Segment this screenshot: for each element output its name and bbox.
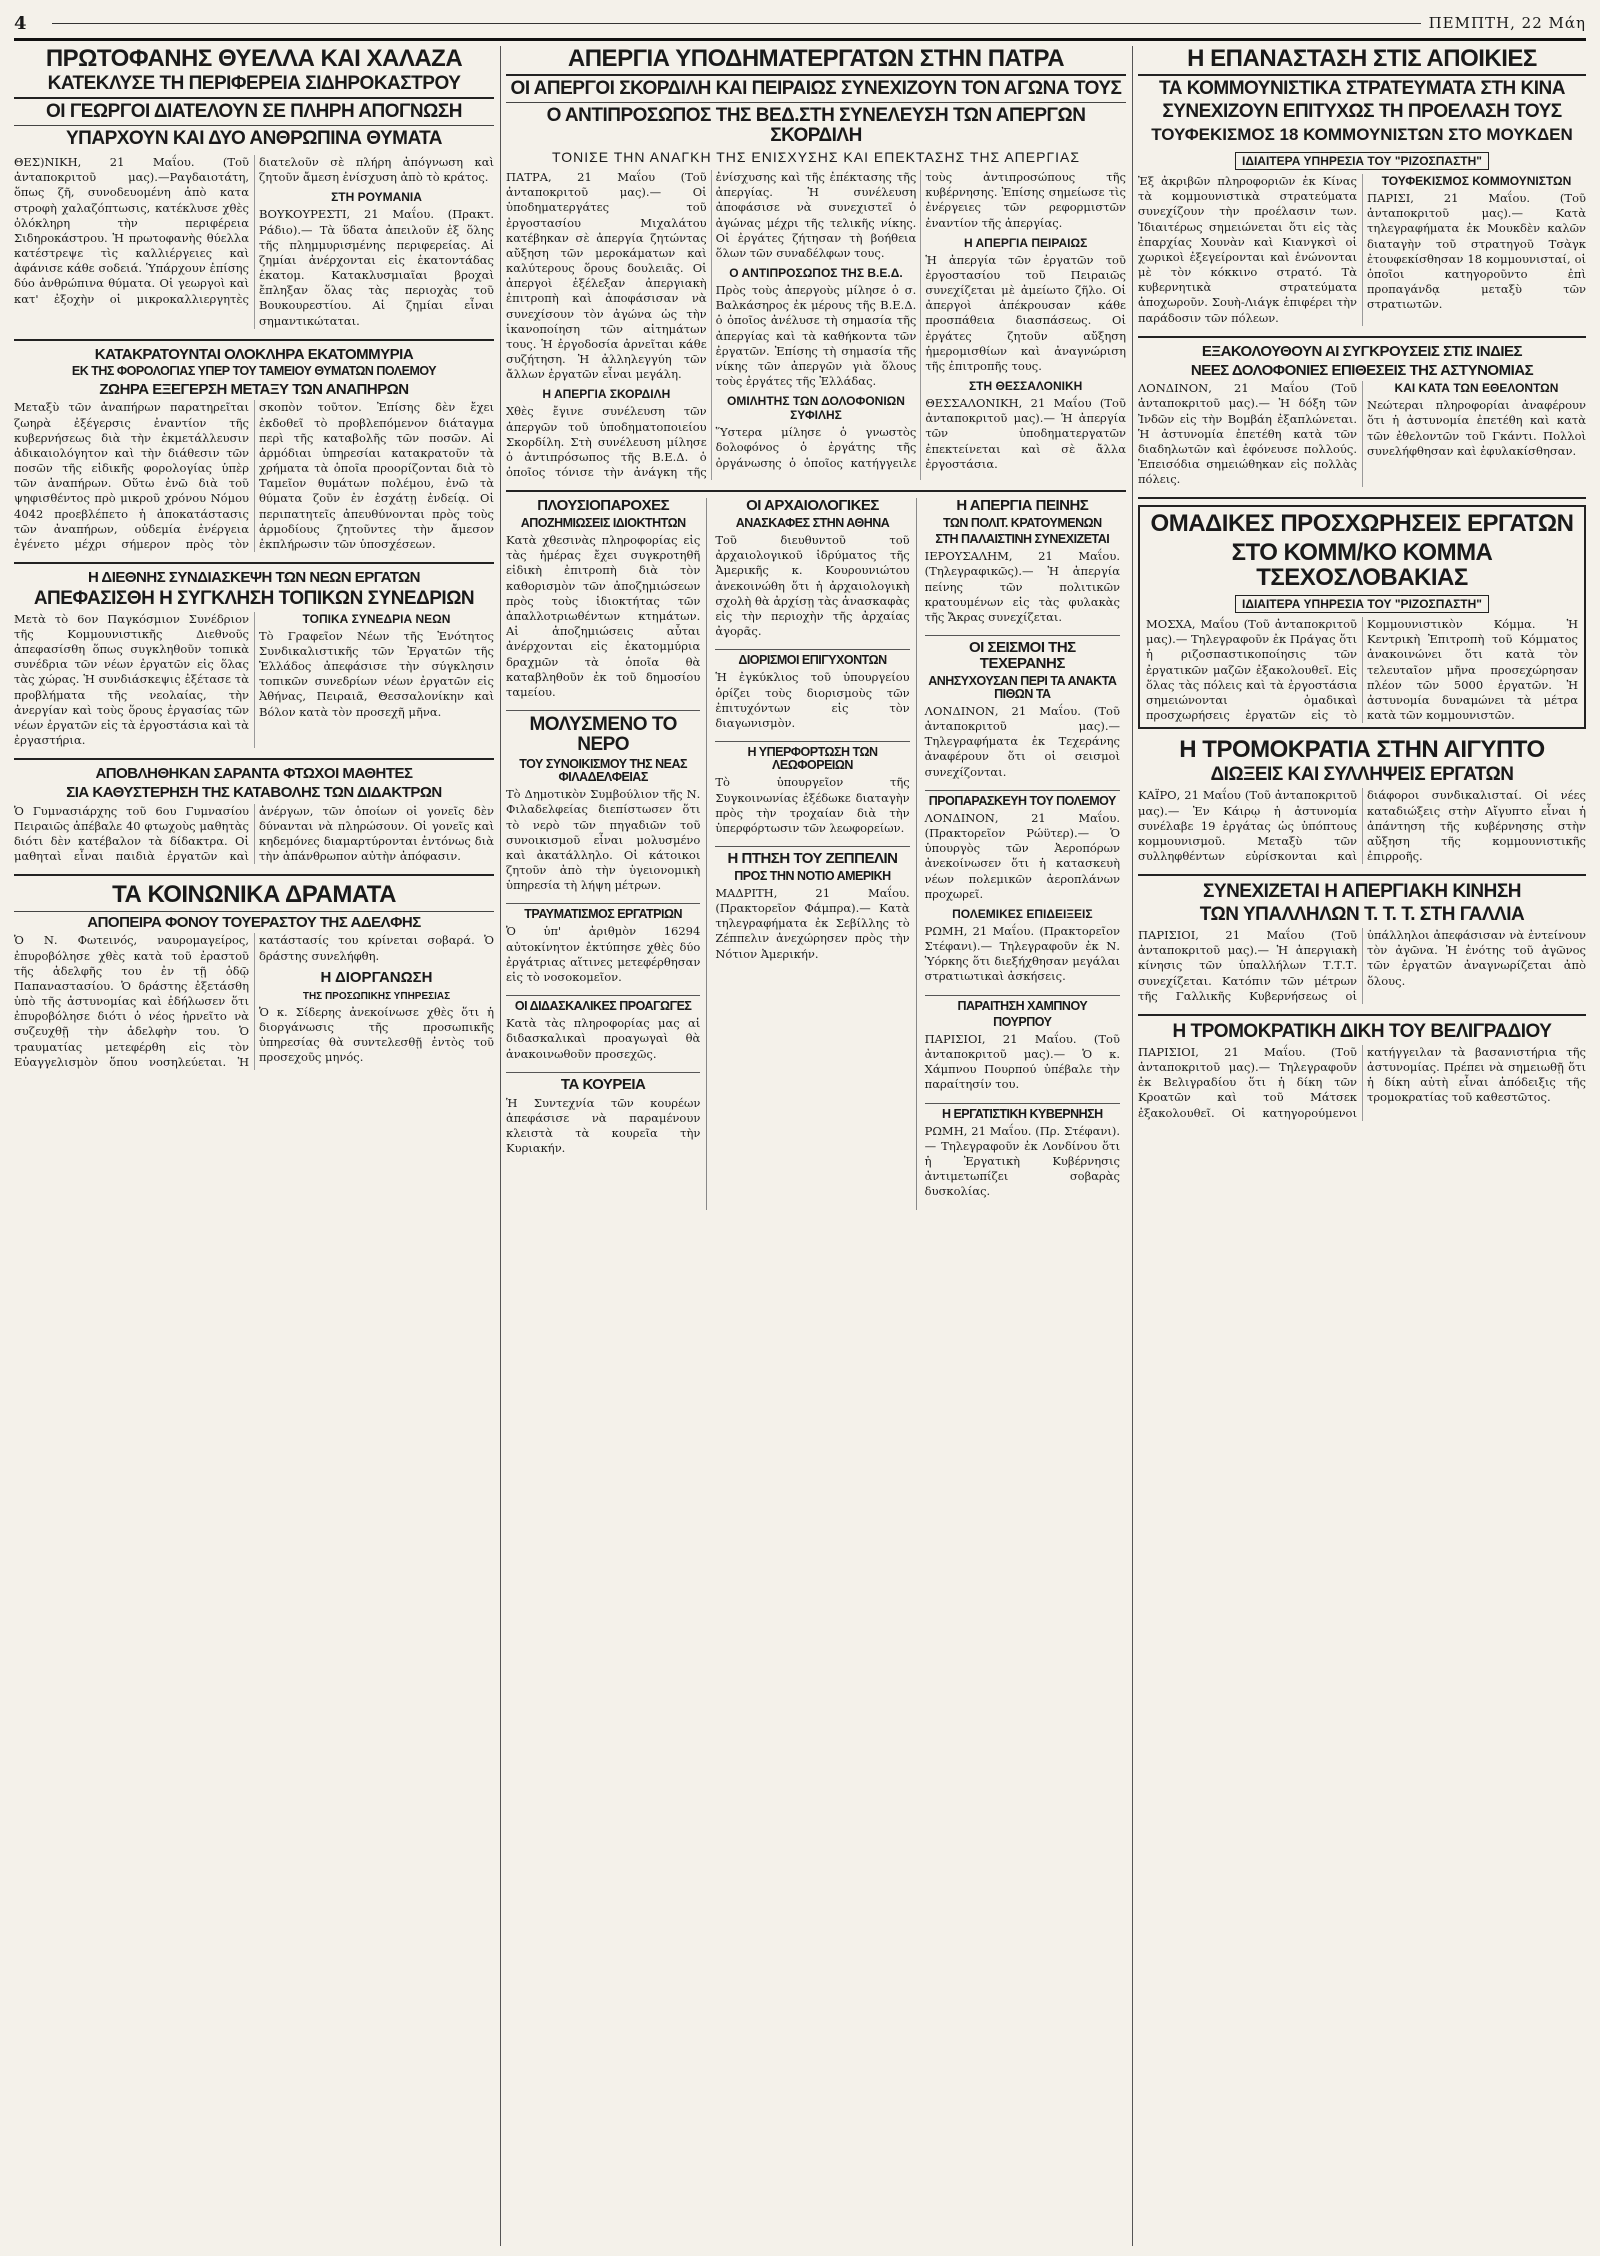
headline: ΔΙΩΞΕΙΣ ΚΑΙ ΣΥΛΛΗΨΕΙΣ ΕΡΓΑΤΩΝ (1210, 764, 1514, 786)
headline: ΑΠΟΠΕΙΡΑ ΦΟΝΟΥ ΤΟΥΕΡΑΣΤΟΥ ΤΗΣ ΑΔΕΛΦΗΣ (14, 911, 494, 931)
article-text: Ἡ Συντεχνία τῶν κουρέων ἀπεφάσισε νὰ παραμένουν κλειστὰ τὰ κουρεῖα τὴν Κυριακήν. (506, 1095, 701, 1156)
article-text: ΠΑΡΙΣΙΟΙ, 21 Μαΐου. (Τοῦ ἀνταποκριτοῦ μας).— Τηλεγραφοῦν ἐκ Βελιγραδίου ὅτι ἡ δίκη τῶν Κροατῶν καὶ τοῦ Μάτσεκ ἐξακολουθεῖ. Οἱ κατηγορούμενοι κατήγγειλαν τὰ βασανιστήρια τῆς ἀστυνομίας. Πρέπει νὰ σημειωθῇ ὅτι ἡ δίκη αὐτὴ εἶναι ἀπόδειξις τῆς τρομοκρατίας τοῦ καθεστῶτος. (1138, 1044, 1586, 1120)
masthead (14, 8, 1586, 41)
headline: ΤΟΥ ΣΥΝΟΙΚΙΣΜΟΥ ΤΗΣ ΝΕΑΣ ΦΙΛΑΔΕΛΦΕΙΑΣ (519, 756, 688, 785)
article-egypt (1138, 737, 1586, 864)
short-news-grid (506, 498, 1126, 1209)
headline: ΚΑΤΑΚΡΑΤΟΥΝΤΑΙ ΟΛΟΚΛΗΡΑ ΕΚΑΤΟΜΜΥΡΙΑ (94, 345, 414, 363)
headline: ΠΑΡΑΙΤΗΣΗ ΧΑΜΠΝΟΥ (957, 998, 1088, 1013)
headline: Η ΕΡΓΑΤΙΣΤΙΚΗ ΚΥΒΕΡΝΗΣΗ (941, 1106, 1103, 1121)
headline: ΚΑΤΕΚΛΥΣΕ ΤΗ ΠΕΡΙΦΕΡΕΙΑ ΣΙΔΗΡΟΚΑΣΤΡΟΥ (47, 73, 461, 95)
column-divider (1132, 46, 1133, 2246)
headline: ΑΠΟΖΗΜΙΩΣΕΙΣ ΙΔΙΟΚΤΗΤΩΝ (520, 516, 686, 531)
headline: ΤΑ ΚΟΜΜΟΥΝΙΣΤΙΚΑ ΣΤΡΑΤΕΥΜΑΤΑ ΣΤΗ ΚΙΝΑ (1138, 74, 1586, 99)
article-body (14, 804, 494, 865)
headline: ΟΙ ΑΡΧΑΙΟΛΟΓΙΚΕΣ (746, 497, 879, 515)
headline: ΕΚ ΤΗΣ ΦΟΡΟΛΟΓΙΑΣ ΥΠΕΡ ΤΟΥ ΤΑΜΕΙΟΥ ΘΥΜΑΤΩΝ ΠΟΛΕΜΟΥ (71, 364, 437, 379)
article-text: Πρὸς τοὺς ἀπεργοὺς μίλησε ὁ σ. Βαλκάσηρος ἐκ μέρους τῆς Β.Ε.Δ. ὁ ὁποῖος ἀνέλυσε τὴ σημασία τῆς ἀπεργίας καὶ τὰ καθήκοντα τῶν ἐργατῶν. Ἐπίσης τὴ σημασία τῆς νίκης τῶν ἀπεργῶν γιὰ ὅλους τοὺς ἐργάτες τῆς Ἑλλάδας. (715, 283, 917, 389)
column-right (1138, 46, 1586, 2246)
article-text: ΡΩΜΗ, 21 Μαΐου. (Πρ. Στέφανι).— Τηλεγραφοῦν ἐκ Λονδίνου ὅτι ἡ Ἐργατικὴ Κυβέρνησις ἀντιμετωπίζει σοβαρὰς δυσκολίας. (924, 1123, 1120, 1199)
article-text: Μετὰ τὸ 6ον Παγκόσμιον Συνέδριον τῆς Κομμουνιστικῆς Διεθνοῦς ἀπεφασίσθη ὅπως συγκληθοῦν τοπικὰ συνέδρια τῶν νέων ἐργατῶν εἰς ὅλας τὰς χώρας. Ἡ συνδιάσκεψις ἐξέτασε τὰ προβλήματα τῆς νεολαίας, τὴν ἀνεργίαν καὶ τοὺς ὅρους ἐργασίας τῶν νέων ἐργατῶν εἰς τὰ ἐργοστάσια καὶ τὰ ἐργαστήρια. (14, 611, 250, 748)
article-text: ΠΑΡΙΣΙΟΙ, 21 Μαΐου. (Τοῦ ἀνταποκριτοῦ μας).— Ὁ κ. Χάμπνου Πουρπού ὑπέβαλε τὴν παραίτησίν του. (924, 1031, 1120, 1092)
headline: Η ΤΡΟΜΟΚΡΑΤΙΚΗ ΔΙΚΗ ΤΟΥ ΒΕΛΙΓΡΑΔΙΟΥ (1172, 1020, 1552, 1042)
article-text: ΜΟΣΧΑ, Μαΐου (Τοῦ ἀνταποκριτοῦ μας).— Τηλεγραφοῦν ἐκ Πράγας ὅτι ἡ ριζοσπαστικοποίησις τῶν ἐργατικῶν μαζῶν ἐξακολουθεῖ. Εἰς ὅλας τὰς πόλεις καὶ τὰ ἐργοστάσια σημειώνονται ὁμαδικαὶ προσχωρήσεις ἐργατῶν εἰς τὸ Κομμουνιστικὸν Κόμμα. Ἡ Κεντρικὴ Ἐπιτροπὴ τοῦ Κόμματος ἀνακοινώνει ὅτι κατὰ τὸν τελευταῖον μῆνα προσεχώρησαν πλέον τῶν 5000 ἐργατῶν. Ἡ ἀστυνομία δυναμώνει τὰ μέτρα κατὰ τῶν κομμουνιστῶν. (1146, 617, 1578, 723)
article-body (14, 612, 494, 749)
subheading: ΣΤΗ ΡΟΥΜΑΝΙΑ (331, 190, 422, 205)
article-text: Τὸ ὑπουργεῖον τῆς Συγκοινωνίας ἐξέδωκε διαταγὴν πρὸς τὴν τροχαίαν διὰ τὴν ὑπερφόρτωσιν τῶν λεωφορείων. (715, 775, 910, 835)
article-injury (506, 908, 700, 985)
subheading: ΠΟΛΕΜΙΚΕΣ ΕΠΙΔΕΙΞΕΙΣ (952, 906, 1093, 921)
divider (715, 649, 909, 650)
headline: ΣΤΟ ΚΟΜΜ/ΚΟ ΚΟΜΜΑ ΤΣΕΧΟΣΛΟΒΑΚΙΑΣ (1231, 538, 1493, 591)
headline: ΟΙ ΓΕΩΡΓΟΙ ΔΙΑΤΕΛΟΥΝ ΣΕ ΠΛΗΡΗ ΑΠΟΓΝΩΣΗ (14, 97, 494, 122)
headline: Η ΠΤΗΣΗ ΤΟΥ ΖΕΠΠΕΛΙΝ (727, 850, 898, 868)
divider (506, 903, 700, 904)
divider (1138, 874, 1586, 876)
article-text: Νεώτεραι πληροφορίαι ἀναφέρουν ὅτι ἡ ἀστυνομία ἐπετέθη καὶ κατὰ τῶν ἐθελοντῶν τοῦ Γκάντι. Πολλοὶ συνελήφθησαν καὶ ἐφυλακίσθησαν. (1367, 398, 1586, 458)
headline: ΣΤΗ ΠΑΛΑΙΣΤΙΝΗ ΣΥΝΕΧΙΖΕΤΑΙ (935, 532, 1110, 547)
headline: ΔΙΟΡΙΣΜΟΙ ΕΠΙΓΥΧΟΝΤΩΝ (738, 653, 887, 668)
article-text: ΒΟΥΚΟΥΡΕΣΤΙ, 21 Μαΐου. (Πρακτ. Ράδιο).— Τὰ ὕδατα ἀπειλοῦν ἐξ ὅλης τῆς πλημμυρισμένης περιφερείας. Αἱ ζημίαι ἀνέρχονται εἰς ἑκατοντάδας ἑκατομ. Κατακλυσμιαῖαι βροχαὶ ἔπληξαν ὅλας τὰς περιοχὰς τοῦ Βουκουρεστίου. Αἱ ζημίαι εἶναι σημαντικώταται. (259, 207, 494, 328)
divider (14, 758, 494, 760)
article-text: Τὸ Δημοτικὸν Συμβούλιον τῆς Ν. Φιλαδελφείας διεπίστωσεν ὅτι τὸ νερὸ τῶν πηγαδιῶν τοῦ συνοικισμοῦ εἶναι μολυσμένο καὶ ἀκατάλληλο. Οἱ κάτοικοι ζητοῦν ἀπὸ τὴν ὑγειονομικὴ ὑπηρεσία τὴ λήψη μέτρων. (506, 787, 701, 893)
article-barbers (506, 1077, 700, 1156)
headline: ΠΡΟΠΑΡΑΣΚΕΥΗ ΤΟΥ ΠΟΛΕΜΟΥ (928, 793, 1116, 808)
article-body (1146, 617, 1578, 723)
article-body (1138, 1045, 1586, 1121)
article-text: ΘΕΣ)ΝΙΚΗ, 21 Μαΐου. (Τοῦ ἀνταποκριτοῦ μας).—Ραγδαιοτάτη, ὅπως ζῆ, συνοδευομένη ἀπὸ κατα στροφὴ χαλαζόπτωσις, κατέκλυσε χθὲς ὁλόκληρη τὴν περιφέρεια Σιδηροκάστρου. Ἡ πρωτοφανὴς θύελλα κατέστρεψε τὶς καλλιέργειες καὶ ἀφάνισε κάθε σοδειά. Ὑπάρχουν ἐπίσης δύο ἀνθρώπινα θύματα. Οἱ γεωργοὶ καὶ κατ' ἐξοχὴν οἱ μικροκαλλιεργητὲς διατελοῦν σὲ πλήρη ἀπόγνωση καὶ ζητοῦν ἄμεση ἐνίσχυση ἀπὸ τὸ κράτος. (14, 155, 494, 306)
subheading: Ο ΑΝΤΙΠΡΟΣΩΠΟΣ ΤΗΣ Β.Ε.Δ. (729, 266, 903, 281)
divider (715, 846, 909, 847)
service-tag: ΙΔΙΑΙΤΕΡΑ ΥΠΗΡΕΣΙΑ ΤΟΥ "ΡΙΖΟΣΠΑΣΤΗ" (1235, 152, 1489, 170)
headline: Η ΥΠΕΡΦΟΡΤΩΣΗ ΤΩΝ ΛΕΩΦΟΡΕΙΩΝ (747, 745, 878, 773)
article-resignation (925, 1000, 1120, 1093)
divider (1138, 1014, 1586, 1016)
divider (925, 635, 1120, 636)
article-text: ΛΟΝΔΙΝΟΝ, 21 Μαΐου (Τοῦ ἀνταποκριτοῦ μας).— Ἡ δόξη τῶν Ἰνδῶν εἰς τὴν Βομβάη ἐξαπλώνεται. Ἡ ἀστυνομία ἐπετέθη κατὰ τῶν διαδηλωτῶν καὶ ἐφόνευσε πολλούς. Ἐπεισόδια σημειώθηκαν εἰς πολλὰς πόλεις. (1138, 381, 1357, 487)
article-text: ΠΑΤΡΑ, 21 Μαΐου (Τοῦ ἀνταποκριτοῦ μας).— Οἱ ὑποδηματεργάτες τοῦ ἐργοστασίου Μιχαλάτου κατέβηκαν σὲ ἀπεργία ζητώντας αὔξηση τῶν μεροκάματων καὶ καλύτερους ὅρους δουλειᾶς. Οἱ ἀπεργοὶ ἐξέλεξαν ἀπεργιακὴ ἐπιτροπὴ καὶ ἀποφάσισαν νὰ συνεχίσουν τὸν ἀγώνα ὡς τὴν ἱκανοποίηση τῶν αἰτημάτων τους. Ἡ ἐργοδοσία ἀρνεῖται κάθε συζήτηση. Ἡ ἀλληλεγγύη τῶν ἄλλων ἐργατῶν εἶναι μεγάλη. (506, 170, 707, 382)
headline: Η ΤΡΟΜΟΚΡΑΤΙΑ ΣΤΗΝ ΑΙΓΥΠΤΟ (1179, 736, 1545, 764)
subheading: ΤΟΠΙΚΑ ΣΥΝΕΔΡΙΑ ΝΕΩΝ (302, 611, 451, 626)
headline: ΑΠΕΦΑΣΙΣΘΗ Η ΣΥΓΚΛΗΣΗ ΤΟΠΙΚΩΝ ΣΥΝΕΔΡΙΩΝ (33, 587, 475, 609)
article-appointments (715, 654, 909, 731)
article-text: ΙΕΡΟΥΣΑΛΗΜ, 21 Μαΐου. (Τηλεγραφικῶς).— Ἡ ἀπεργία πείνης τῶν πολιτικῶν κρατουμένων εἰς τὰς φυλακὰς τῆς Ἄκρας συνεχίζεται. (924, 549, 1120, 624)
article-social-dramas (14, 882, 494, 1069)
headline: ΑΠΕΡΓΙΑ ΥΠΟΔΗΜΑΤΕΡΓΑΤΩΝ ΣΤΗΝ ΠΑΤΡΑ (567, 46, 1065, 72)
headline: ΣΥΝΕΧΙΖΟΥΝ ΕΠΙΤΥΧΩΣ ΤΗ ΠΡΟΕΛΑΣΗ ΤΟΥΣ (1162, 101, 1562, 123)
headline: ΣΙΑ ΚΑΘΥΣΤΕΡΗΣΗ ΤΗΣ ΚΑΤΑΒΟΛΗΣ ΤΩΝ ΔΙΔΑΚΤΡΩΝ (66, 784, 442, 802)
divider (14, 562, 494, 564)
article-text: Ἐξ ἀκριβῶν πληροφοριῶν ἐκ Κίνας τὰ κομμουνιστικὰ στρατεύματα συνεχίζουν τὴν προέλασιν των. Ἰδιαιτέρως σημειώνεται ὅτι εἰς τὰς ἐπαρχίας Χουνὰν καὶ Κιανγκσὶ οἱ χωρικοὶ ἐξεγείρονται καὶ ἑνώνονται μὲ τὸν κόκκινο στρατό. Τὰ κυβερνητικὰ στρατεύματα ἀποχωροῦν. Σουὴ-Λιάγκ ἐπιφέρει τὴν παράδοσιν τῶν πόλεων. (1138, 174, 1357, 325)
headline: ΟΙ ΑΠΕΡΓΟΙ ΣΚΟΡΔΙΛΗ ΚΑΙ ΠΕΙΡΑΙΩΣ ΣΥΝΕΧΙΖΟΥΝ ΤΟΝ ΑΓΩΝΑ ΤΟΥΣ (506, 74, 1126, 99)
article-earthquakes (925, 640, 1120, 780)
article-text: Ὁ ὑπ' ἀριθμὸν 16294 αὐτοκίνητον ἐκτύπησε χθὲς δύο ἐργάτριας αἵτινες μετεφέρθησαν εἰς τὸ νοσοκομεῖον. (506, 924, 701, 984)
headline: ΥΠΑΡΧΟΥΝ ΚΑΙ ΔΥΟ ΑΝΘΡΩΠΙΝΑ ΘΥΜΑΤΑ (14, 125, 494, 149)
article-text: Κατὰ χθεσινὰς πληροφορίας εἰς τὰς ἡμέρας ἔχει συγκροτηθῆ εἰδικὴ ἐπιτροπὴ διὰ τὸν καθορισμὸν τῶν ἀποζημιώσεων πρὸς τοὺς ἰδιοκτήτας τῶν ἀπαλλοτριωθέντων κτημάτων. Αἱ ἀποζημιώσεις αὗται ἀνέρχονται εἰς ἑκατομμύρια δραχμῶν τὰ ὁποῖα θὰ καταβληθοῦν ἐκ τοῦ δημοσίου ταμείου. (506, 533, 701, 699)
article-text: ΜΑΔΡΙΤΗ, 21 Μαΐου. (Πρακτορεῖον Φάμπρα).— Κατὰ τηλεγραφήματα ἐκ Σεβίλλης τὸ Ζέππελιν ἀνεχώρησεν πρὸς τὴν Νότιον Ἀμερικήν. (715, 885, 910, 961)
headline: ΟΜΑΔΙΚΕΣ ΠΡΟΣΧΩΡΗΣΕΙΣ ΕΡΓΑΤΩΝ (1150, 510, 1574, 538)
headline: ΤΩΝ ΥΠΑΛΛΗΛΩΝ Τ. Τ. Τ. ΣΤΗ ΓΑΛΛΙΑ (1199, 904, 1525, 926)
article-war-victims (14, 347, 494, 552)
subheading: Η ΔΙΟΡΓΑΝΩΣΗ (320, 968, 433, 986)
headline: ΤΡΑΥΜΑΤΙΣΜΟΣ ΕΡΓΑΤΡΙΩΝ (524, 907, 683, 922)
divider (14, 339, 494, 341)
article-patras-strike (506, 46, 1126, 480)
headline: ΟΙ ΔΙΔΑΣΚΑΛΙΚΕΣ ΠΡΟΑΓΩΓΕΣ (514, 999, 692, 1014)
article-compensations (506, 498, 700, 700)
article-text: Κατὰ τὰς πληροφορίας μας αἱ διδασκαλικαὶ προαγωγαὶ θὰ ἀνακοινωθοῦν προσεχῶς. (506, 1016, 701, 1061)
page-number: 4 (14, 12, 27, 34)
article-body (14, 933, 494, 1070)
divider (506, 710, 700, 711)
article-body (14, 400, 494, 552)
subheading: ΣΤΗ ΘΕΣΣΑΛΟΝΙΚΗ (968, 379, 1083, 394)
subheading: ΚΑΙ ΚΑΤΑ ΤΩΝ ΕΘΕΛΟΝΤΩΝ (1394, 381, 1559, 396)
article-text: Ὁ Ν. Φωτεινός, ναυρομαγείρος, ἐπυροβόλησε χθὲς κατὰ τοῦ ἐραστοῦ τῆς ἀδελφῆς του ἐν τῇ ὁδῷ Παπαναστασίου. Ὁ δράστης ἐξετάσθη ὑπὸ τῆς ἀστυνομίας καὶ ἐδήλωσεν ὅτι ἐπυροβόλησε διότι ὁ νέος ἠρνεῖτο νὰ συζευχθῇ τὴν ἀδελφὴν του. Ὁ τραυματίας μετεφέρθη εἰς τὸν Εὐαγγελισμὸν ὅπου νοσηλεύεται. Ἡ κατάστασίς του κρίνεται σοβαρά. Ὁ δράστης συνελήφθη. (14, 933, 494, 1069)
headline: ΝΕΕΣ ΔΟΛΟΦΟΝΙΕΣ ΕΠΙΘΕΣΕΙΣ ΤΗΣ ΑΣΤΥΝΟΜΙΑΣ (1190, 361, 1534, 379)
columns (14, 46, 1586, 2246)
article-body (1138, 174, 1586, 326)
article-text: Μεταξὺ τῶν ἀναπήρων παρατηρεῖται ζωηρὰ ἐξέγερσις ἐναντίον τῆς κυβερνήσεως διὰ τὴν ἐκμετάλλευσιν ἀδικαιολόγητον καὶ τὴν διάθεσιν τῶν ποσῶν τῆς εἰδικῆς φορολογίας ὑπὲρ τῶν ἀναπήρων. Οὕτω ἐνῶ διὰ τοῦ ψηφισθέντος πρὸ μικροῦ χρόνου Νόμου 4042 προεβλέπετο ἡ ἀποκατάστασις τῶν ἀναπήρων, οὐδεμία ἐνέργεια ἐγένετο μέχρι σήμερον πρὸς τὸν σκοπὸν τοῦτον. Ἐπίσης δὲν ἔχει ἐκδοθεῖ τὸ προβλεπόμενον διάταγμα περὶ τῆς καταβολῆς τῶν ποσῶν. Αἱ ἀρμόδιαι ὑπηρεσίαι κατακρατοῦν τὰ χρήματα τὰ ὁποῖα προορίζονται διὰ τὸ Ταμεῖον θυμάτων πολέμου, ἐνῶ τὰ θύματα ζοῦν ἐν ἐσχάτῃ ἐνδείᾳ. Οἱ περιπατητεῖς ἀπευθύνονται πρὸς τοὺς ἁρμοδίους ζητοῦντες τὴν ἄμεσον ἐκπλήρωσιν τῶν ὑποσχέσεων. (14, 400, 494, 551)
subheading: Η ΑΠΕΡΓΙΑ ΣΚΟΡΔΙΛΗ (542, 387, 671, 402)
article-india (1138, 344, 1586, 488)
headline: ΟΙ ΣΕΙΣΜΟΙ ΤΗΣ ΤΕΧΕΡΑΝΗΣ (968, 639, 1076, 672)
article-body (1138, 381, 1586, 487)
headline: ΜΟΛΥΣΜΕΝΟ ΤΟ ΝΕΡΟ (529, 714, 677, 755)
divider (506, 1072, 700, 1073)
headline: ΑΝΑΣΚΑΦΕΣ ΣΤΗΝ ΑΘΗΝΑ (735, 516, 890, 531)
article-text: ΛΟΝΔΙΝΟΝ, 21 Μαΐου. (Πρακτορεῖον Ρώϋτερ).— Ὁ ὑπουργὸς τῶν Ἀεροπόρων ἀνεκοίνωσεν ὅτι ἡ κατασκευὴ νέων πολεμικῶν ἀεροπλάνων προχωρεῖ. (924, 810, 1120, 901)
headline: ΖΩΗΡΑ ΕΞΕΓΕΡΣΗ ΜΕΤΑΞΥ ΤΩΝ ΑΝΑΠΗΡΩΝ (99, 380, 409, 398)
article-text: Ἡ ἀπεργία τῶν ἐργατῶν τοῦ ἐργοστασίου τοῦ Πειραιῶς συνεχίζεται μὲ ἀμείωτο ζῆλο. Οἱ ἀπεργοὶ ἀπέκρουσαν κάθε προσπάθεια διασπάσεως. Οἱ ἐργάτες ζητοῦν αὔξηση ἡμερομισθίων καὶ ἀναγνώριση τῆς ἐπιτροπῆς τους. (925, 252, 1126, 373)
article-young-workers (14, 570, 494, 748)
column-divider (500, 46, 501, 2246)
subheading: ΤΟΥΦΕΚΙΣΜΟΣ ΚΟΜΜΟΥΝΙΣΤΩΝ (1381, 174, 1572, 189)
article-teachers (506, 1000, 700, 1062)
subheadline: ΤΟΝΙΣΕ ΤΗΝ ΑΝΑΓΚΗ ΤΗΣ ΕΝΙΣΧΥΣΗΣ ΚΑΙ ΕΠΕΚΤΑΣΗΣ ΤΗΣ ΑΠΕΡΓΙΑΣ (551, 149, 1081, 165)
headline: ΠΟΥΡΠΟΥ (993, 1014, 1052, 1029)
article-text: Τοῦ διευθυντοῦ τοῦ ἀρχαιολογικοῦ ἱδρύματος τῆς Ἀμερικῆς κ. Κουρουνιώτου ἀνεκοινώθη ὅτι ἡ ἀρχαιολογικὴ σχολὴ θὰ ἀρχίσῃ τὰς ἀνασκαφὰς εἰς τὴν περιοχὴν τῆς ἀρχαίας ἀγορᾶς. (715, 533, 910, 639)
divider (1138, 497, 1586, 499)
article-body (1138, 928, 1586, 1004)
article-hailstorm (14, 46, 494, 329)
article-text: Ἡ ἐγκύκλιος τοῦ ὑπουργείου ὁρίζει τοὺς διορισμοὺς τῶν ἐπιτυχόντων εἰς τὸν διαγωνισμὸν. (715, 670, 910, 730)
article-archaeology (715, 498, 909, 639)
divider (14, 874, 494, 876)
divider (925, 1103, 1120, 1104)
headline: ΤΑ ΚΟΥΡΕΙΑ (560, 1075, 646, 1093)
article-buses (715, 746, 909, 836)
divider (715, 741, 909, 742)
headline: ΑΝΗΣΥΧΟΥΣΑΝ ΠΕΡΙ ΤΑ ΑΝΑΚΤΑ ΠΙΘΩΝ ΤΑ (928, 673, 1117, 701)
article-zeppelin (715, 851, 909, 962)
divider (1138, 336, 1586, 338)
headline: Η ΑΠΕΡΓΙΑ ΠΕΙΝΗΣ (956, 497, 1089, 515)
article-text: ΠΑΡΙΣΙ, 21 Μαΐου. (Τοῦ ἀνταποκριτοῦ μας).— Κατὰ τηλεγραφήματα ἐκ Μουκδὲν καλῶν διαταγὴν τοῦ στρατηγοῦ Τσὰγκ ἐτουφεκίσθησαν 18 κομμουνισταί, οἱ ὁποῖοι κατηγοροῦντο ἐπὶ προπαγάνδᾳ μεταξὺ τῶν στρατιωτῶν. (1367, 191, 1586, 312)
article-water (506, 715, 700, 893)
article-body (1138, 788, 1586, 864)
article-text: ΛΟΝΔΙΝΟΝ, 21 Μαΐου. (Τοῦ ἀνταποκριτοῦ μας).— Τηλεγραφήματα ἐκ Τεχεράνης ἀναφέρουν ὅτι οἱ σεισμοὶ συνεχίζονται. (924, 703, 1120, 779)
headline: ΑΠΟΒΛΗΘΗΚΑΝ ΣΑΡΑΝΤΑ ΦΤΩΧΟΙ ΜΑΘΗΤΕΣ (95, 765, 413, 783)
masthead-rule (52, 23, 1421, 24)
article-china (1138, 46, 1586, 326)
headline: ΣΥΝΕΧΙΖΕΤΑΙ Η ΑΠΕΡΓΙΑΚΗ ΚΙΝΗΣΗ (1203, 881, 1521, 903)
divider (925, 995, 1120, 996)
divider (506, 995, 700, 996)
article-text: ΠΑΡΙΣΙΟΙ, 21 Μαΐου (Τοῦ ἀνταποκριτοῦ μας).— Ἡ ἀπεργιακὴ κίνησις τῶν ὑπαλλήλων Τ.Τ.Τ. συνεχίζεται. Κατόπιν τῶν μέτρων τῆς Γαλλικῆς Κυβερνήσεως οἱ ὑπάλληλοι ἀπεφάσισαν νὰ ἐντείνουν τὸν ἀγῶνα. Ἡ ἐνότης τοῦ ἀγῶνος τῶν ἐργατῶν ἀναγνωρίζεται ἀπὸ ὅλους. (1138, 928, 1586, 1003)
column-center (506, 46, 1126, 2246)
divider (506, 490, 1126, 492)
article-text: Ὕστερα μίλησε ὁ γνωστὸς δολοφόνος ὁ ἐργάτης τῆς ὀργάνωσης ὁ ὁποῖος κατήγγειλε τοὺς ἀντιπροσώπους τῆς κυβέρνησης. Ἐπίσης σημείωσε τὶς ἐνέργειες τῶν ρεφορμιστῶν ἐναντίον τῆς ἀπεργίας. (715, 170, 1126, 470)
article-text: ΡΩΜΗ, 21 Μαΐου. (Πρακτορεῖον Στέφανι).— Τηλεγραφοῦν ἐκ Ν. Ὑόρκης ὅτι διεξήχθησαν μεγάλαι στρατιωτικαὶ ἀσκήσεις. (924, 923, 1120, 984)
article-text: Ὁ κ. Σίδερης ἀνεκοίνωσε χθὲς ὅτι ἡ διοργάνωσις τῆς προσωπικῆς ὑπηρεσίας θὰ συντελεσθῇ ἐντὸς τοῦ προσεχοῦς μηνός. (259, 1004, 494, 1065)
short-news-column (925, 498, 1126, 1209)
headline: Η ΔΙΕΘΝΗΣ ΣΥΝΔΙΑΣΚΕΨΗ ΤΩΝ ΝΕΩΝ ΕΡΓΑΤΩΝ (87, 569, 420, 587)
issue-date: ΠΕΜΠΤΗ, 22 Μάη (1428, 14, 1586, 32)
subheading: Η ΑΠΕΡΓΙΑ ΠΕΙΡΑΙΩΣ (963, 235, 1088, 250)
article-text: Τὸ Γραφεῖον Νέων τῆς Ἑνότητος Συνδικαλιστικῆς τῶν Ἐργατῶν τῆς Ἑλλάδος ἀπεφάσισε τὴν σύγκλησιν τοπικῶν συνεδρίων νέων ἐργατῶν εἰς Ἀθήνας, Πειραιᾶ, Θεσσαλονίκην καὶ Βόλον κατὰ τὸν προσεχῆ μῆνα. (259, 628, 494, 719)
divider (925, 790, 1120, 791)
headline: ΠΡΩΤΟΦΑΝΗΣ ΘΥΕΛΛΑ ΚΑΙ ΧΑΛΑΖΑ (45, 46, 463, 72)
article-text: Ὁ Γυμνασιάρχης τοῦ 6ου Γυμνασίου Πειραιῶς ἀπέβαλε 40 φτωχοὺς μαθητὰς διότι δὲν κατέβαλον τὰ δίδακτρα. Οἱ μαθηταὶ εἶναι παιδιὰ ἐργατῶν καὶ ἀνέργων, τῶν ὁποίων οἱ γονεῖς δὲν δύνανται νὰ πληρώσουν. Οἱ γονεῖς καὶ κηδεμόνες διαμαρτύρονται ἐντόνως διὰ τὴν ἀπάνθρωπον αὐτὴν ἀπόφασιν. (14, 803, 494, 864)
subheading: ΟΜΙΛΗΤΗΣ ΤΩΝ ΔΟΛΟΦΟΝΙΩΝ ΣΥΦΙΛΗΣ (727, 394, 905, 423)
headline: Η ΕΠΑΝΑΣΤΑΣΗ ΣΤΙΣ ΑΠΟΙΚΙΕΣ (1187, 46, 1537, 72)
subheading: ΤΗΣ ΠΡΟΣΩΠΙΚΗΣ ΥΠΗΡΕΣΙΑΣ (302, 990, 451, 1002)
article-labour-government (925, 1108, 1120, 1200)
headline: ΠΛΟΥΣΙΟΠΑΡΟΧΕΣ (537, 497, 670, 515)
article-text: ΚΑΪΡΟ, 21 Μαΐου (Τοῦ ἀνταποκριτοῦ μας).— Ἐν Κάιρῳ ἡ ἀστυνομία συνέλαβε 19 ἐργάτας ὡς ὑπόπτους κομμουνισμοῦ. Μεταξὺ τῶν συλληφθέντων εὑρίσκονται καὶ διάφοροι συνδικαλισταί. Οἱ νέες καταδιώξεις στὴν Αἴγυπτο εἶναι ἡ ἀπάντηση τῆς κυβέρνησης στὴν αὔξηση τῆς κομμουνιστικῆς ἐπιρροῆς. (1138, 788, 1586, 864)
headline: ΤΑ ΚΟΙΝΩΝΙΚΑ ΔΡΑΜΑΤΑ (112, 881, 396, 909)
article-belgrade-trial (1138, 1022, 1586, 1121)
column-left (14, 46, 494, 2246)
service-tag: ΙΔΙΑΙΤΕΡΑ ΥΠΗΡΕΣΙΑ ΤΟΥ "ΡΙΖΟΣΠΑΣΤΗ" (1235, 595, 1489, 613)
subheadline: ΤΟΥΦΕΚΙΣΜΟΣ 18 ΚΟΜΜΟΥΝΙΣΤΩΝ ΣΤΟ ΜΟΥΚΔΕΝ (1151, 125, 1573, 145)
headline: ΕΞΑΚΟΛΟΥΘΟΥΝ ΑΙ ΣΥΓΚΡΟΥΣΕΙΣ ΣΤΙΣ ΙΝΔΙΕΣ (1201, 342, 1523, 360)
headline: ΠΡΟΣ ΤΗΝ ΝΟΤΙΟ ΑΜΕΡΙΚΗ (734, 868, 891, 883)
article-text: ΘΕΣΣΑΛΟΝΙΚΗ, 21 Μαΐου (Τοῦ ἀνταποκριτοῦ μας).— Ἡ ἀπεργία τῶν ὑποδηματεργατῶν ἐπεκτείνεται καὶ σὲ ἄλλα ἐργοστάσια. (925, 396, 1126, 471)
article-france-strike (1138, 882, 1586, 1004)
article-students (14, 766, 494, 864)
article-hunger-strike (925, 498, 1120, 625)
headline: ΤΩΝ ΠΟΛΙΤ. ΚΡΑΤΟΥΜΕΝΩΝ (942, 516, 1102, 531)
short-news-column (506, 498, 707, 1209)
article-body (14, 155, 494, 329)
article-body (506, 170, 1126, 480)
short-news-column (715, 498, 916, 1209)
headline: Ο ΑΝΤΙΠΡΟΣΩΠΟΣ ΤΗΣ ΒΕΔ.ΣΤΗ ΣΥΝΕΛΕΥΣΗ ΤΩΝ ΑΠΕΡΓΩΝ ΣΚΟΡΔΙΛΗ (506, 102, 1126, 146)
article-czechoslovakia (1138, 505, 1586, 729)
article-war-preparation (925, 795, 1120, 985)
article-text: Χθὲς ἔγινε συνέλευση τῶν ἀπεργῶν τοῦ ὑποδηματοποιείου Σκορδίλη. Στὴ συνέλευση μίλησε ὁ ἀντιπρόσωπος τῆς Β.Ε.Δ. ὁ ὁποῖος τόνισε τὴν ἀνάγκη τῆς ἐνίσχυσης καὶ τῆς ἐπέκτασης τῆς ἀπεργίας. Ἡ συνέλευση ἀποφάσισε νὰ συνεχιστεῖ ὁ ἀγώνας μέχρι τῆς τελικῆς νίκης. Οἱ ἐργάτες ζήτησαν τὴ βοήθεια ὅλων τῶν συναδέλφων τους. (506, 170, 917, 480)
